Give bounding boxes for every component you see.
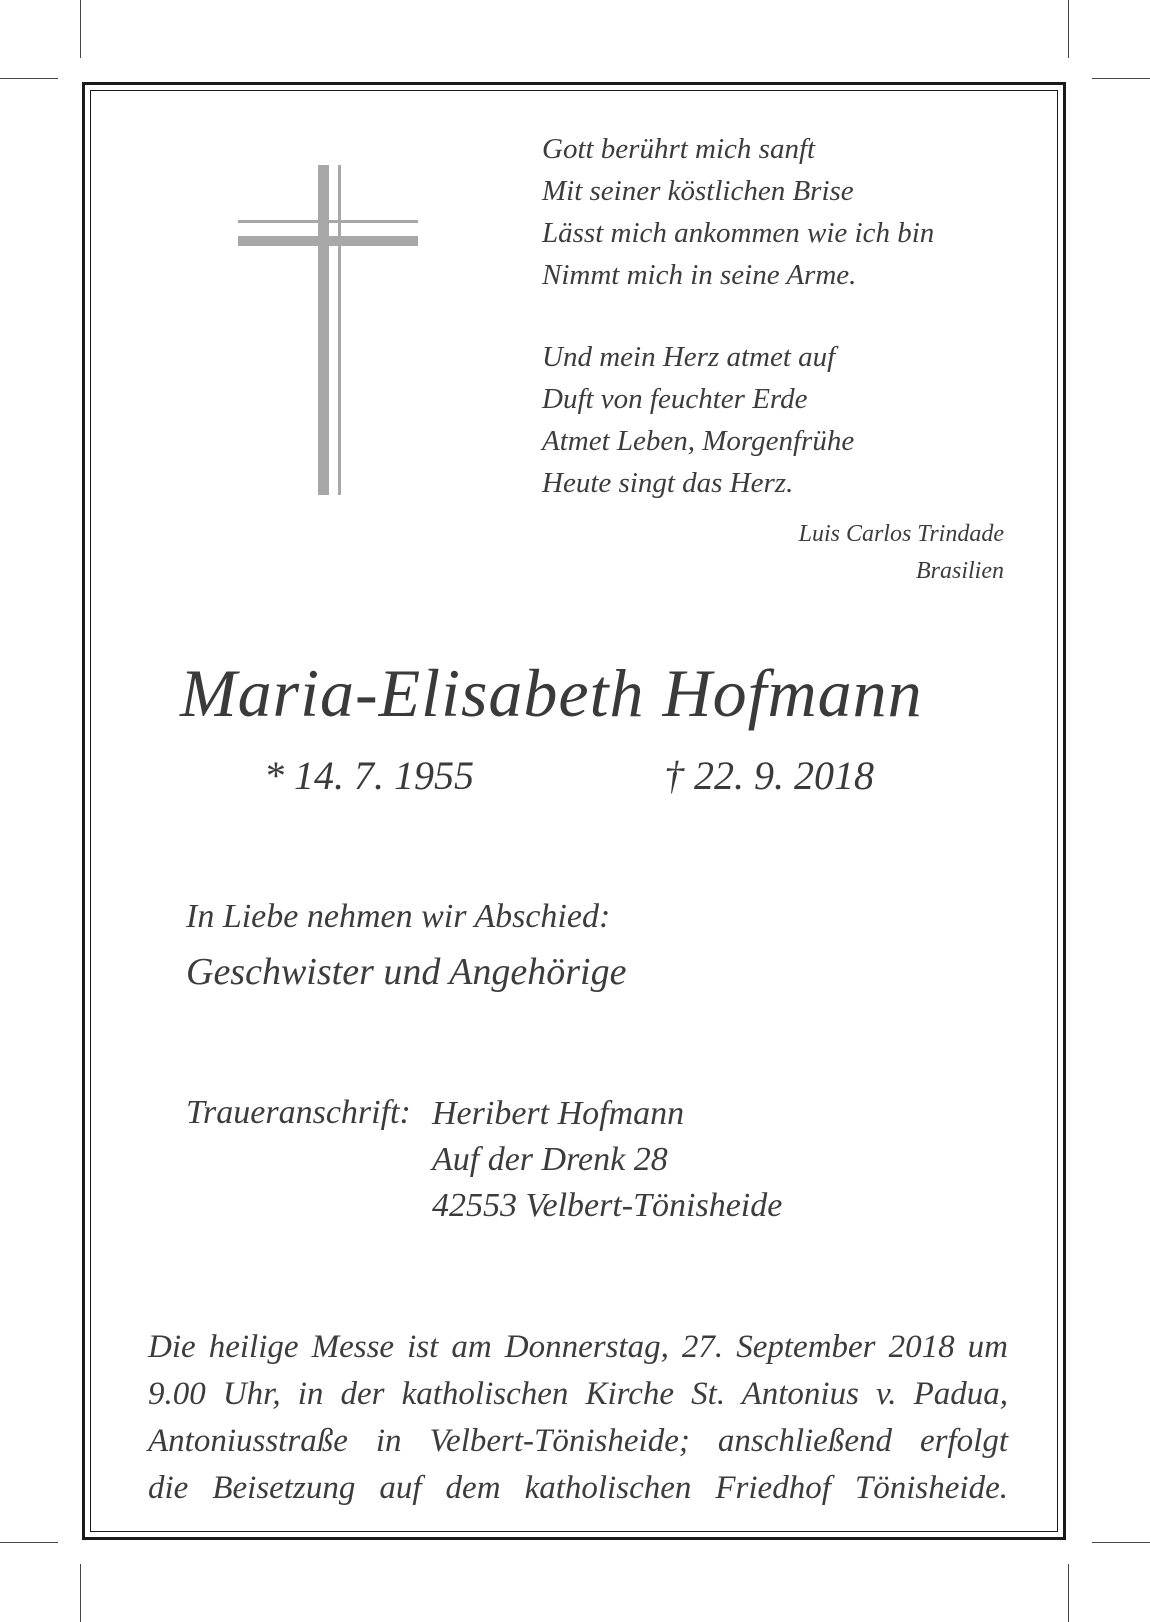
poem-line: Heute singt das Herz. <box>542 467 794 499</box>
poem-attribution <box>799 516 1004 590</box>
crop-mark-right-top <box>1092 78 1150 79</box>
address-label: Traueranschrift: <box>186 1094 411 1131</box>
cross-icon <box>238 165 418 495</box>
address-name: Heribert Hofmann <box>432 1095 685 1132</box>
mourners: Geschwister und Angehörige <box>186 951 627 993</box>
address-street: Auf der Drenk 28 <box>432 1141 668 1178</box>
stanza-gap <box>542 296 1012 336</box>
crop-mark-top-left <box>80 0 81 58</box>
crop-mark-bottom-right <box>1068 1564 1069 1622</box>
crop-mark-bottom-left <box>80 1564 81 1622</box>
crop-mark-right-bottom <box>1092 1542 1150 1543</box>
crop-mark-top-right <box>1068 0 1069 58</box>
poem-line: Gott berührt mich sanft <box>542 133 816 165</box>
poem-line: Duft von feuchter Erde <box>542 383 808 415</box>
deceased-name: Maria-Elisabeth Hofmann <box>180 655 923 731</box>
death-date: † 22. 9. 2018 <box>664 753 874 798</box>
poem <box>542 128 1012 504</box>
service-line: Die heilige Messe ist am Donnerstag, 27. September 2018 um <box>148 1329 1008 1365</box>
crop-mark-left-top <box>0 78 58 79</box>
service-line: 9.00 Uhr, in der katholischen Kirche St. Antonius v. Padua, <box>148 1376 1008 1412</box>
crop-mark-left-bottom <box>0 1542 58 1543</box>
service-line: die Beisetzung auf dem katholischen Friedhof Tönisheide. <box>148 1470 1008 1506</box>
address-city: 42553 Velbert-Tönisheide <box>432 1187 783 1224</box>
poem-line: Lässt mich ankommen wie ich bin <box>542 217 935 249</box>
poem-author: Luis Carlos Trindade <box>798 521 1004 547</box>
mourning-address <box>432 1094 782 1232</box>
poem-line: Mit seiner köstlichen Brise <box>542 175 854 207</box>
service-line: Antoniusstraße in Velbert-Tönisheide; anschließend erfolgt <box>148 1423 1008 1459</box>
poem-line: Und mein Herz atmet auf <box>542 341 836 373</box>
poem-origin: Brasilien <box>916 558 1004 584</box>
poem-line: Atmet Leben, Morgenfrühe <box>542 425 855 457</box>
poem-line: Nimmt mich in seine Arme. <box>542 259 857 291</box>
farewell-intro: In Liebe nehmen wir Abschied: <box>186 898 611 935</box>
service-info <box>148 1324 1008 1512</box>
birth-date: * 14. 7. 1955 <box>264 753 474 798</box>
